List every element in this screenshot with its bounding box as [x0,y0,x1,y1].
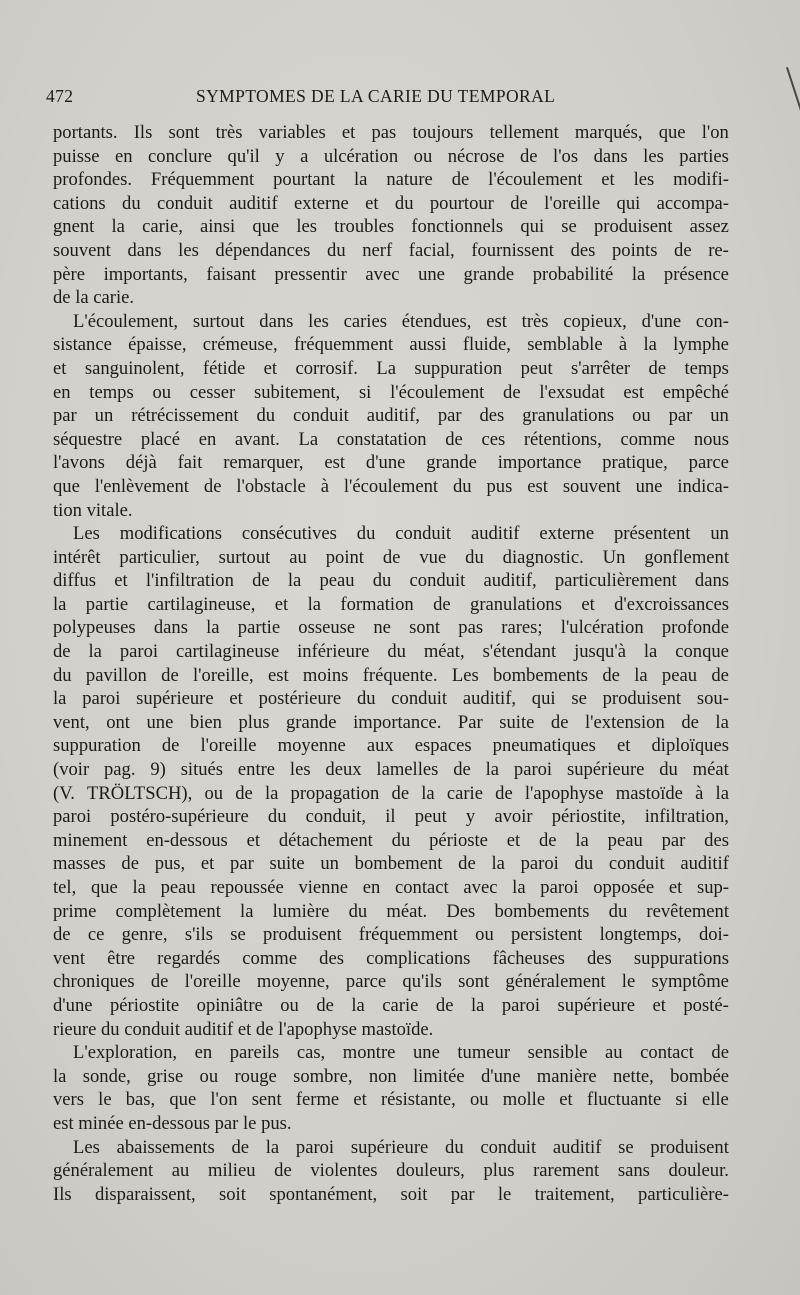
text-line: gnent la carie, ainsi que les troubles fonctionnels qui se produisent assez [53,216,729,238]
text-line: et sanguinolent, fétide et corrosif. La suppuration peut s'arrêter de temps [53,357,729,379]
text-line: rieure du conduit auditif et de l'apophyse mastoïde. [53,1018,434,1040]
text-line: d'une périostite opiniâtre ou de la carie de la paroi supérieure et posté- [53,994,729,1016]
text-line: de la carie. [53,287,135,309]
running-header [46,86,768,112]
text-line: portants. Ils sont très variables et pas toujours tellement marqués, que l'on [53,122,729,143]
text-line: Les modifications consécutives du conduit auditif externe présentent un [73,523,729,545]
margin-mark [786,67,800,117]
text-line: minement en-dessous et détachement du périoste et de la peau par des [53,829,729,851]
text-line: Ils disparaissent, soit spontanément, soit par le traitement, particulière- [53,1183,729,1205]
text-line: polypeuses dans la partie osseuse ne sont pas rares; l'ulcération profonde [53,617,729,639]
text-line: profondes. Fréquemment pourtant la nature de l'écoulement et les modifi- [53,169,729,191]
text-line: de ce genre, s'ils se produisent fréquemment ou persistent longtemps, doi- [53,924,729,946]
running-title: SYMPTOMES DE LA CARIE DU TEMPORAL [196,86,556,106]
text-line: est minée en-dessous par le pus. [53,1112,292,1134]
text-line: l'avons déjà fait remarquer, est d'une grande importance pratique, parce [53,452,729,474]
text-line: puisse en conclure qu'il y a ulcération ou nécrose de l'os dans les parties [53,145,729,167]
text-line: sistance épaisse, crémeuse, fréquemment aussi fluide, semblable à la lymphe [53,334,729,356]
text-line: diffus et l'infiltration de la peau du conduit auditif, particulièrement dans [53,570,729,592]
text-line: tel, que la peau repoussée vienne en contact avec la paroi opposée et sup- [53,877,729,898]
text-line: cations du conduit auditif externe et du pourtour de l'oreille qui accompa- [53,192,729,214]
text-line: L'exploration, en pareils cas, montre une tumeur sensible au contact de [73,1042,729,1064]
text-line: vent, ont une bien plus grande importance. Par suite de l'extension de la [53,711,729,733]
text-line: en temps ou cesser subitement, si l'écoulement de l'exsudat est empêché [53,381,729,403]
text-line: la partie cartilagineuse, et la formation de granulations et d'excroissances [53,593,729,615]
text-line: que l'enlèvement de l'obstacle à l'écoulement du pus est souvent une indica- [53,475,729,497]
text-line: Les abaissements de la paroi supérieure du conduit auditif se produisent [73,1136,729,1158]
text-line: vent être regardés comme des complications fâcheuses des suppurations [53,947,729,969]
text-line: souvent dans les dépendances du nerf facial, fournissent des points de re- [53,239,729,261]
text-line: vers le bas, que l'on sent ferme et résistante, ou molle et fluctuante si elle [53,1089,729,1111]
text-line: la sonde, grise ou rouge sombre, non limitée d'une manière nette, bombée [53,1065,729,1087]
text-line: intérêt particulier, surtout au point de vue du diagnostic. Un gonflement [53,546,729,568]
text-line: père importants, faisant pressentir avec une grande probabilité la présence [53,263,729,285]
text-line: de la paroi cartilagineuse inférieure du méat, s'étendant jusqu'à la conque [53,641,729,663]
text-line: séquestre placé en avant. La constatation de ces rétentions, comme nous [53,428,729,450]
text-line: (voir pag. 9) situés entre les deux lamelles de la paroi supérieure du méat [53,759,729,781]
text-line: prime complètement la lumière du méat. Des bombements du revêtement [53,900,729,922]
text-line: (V. TRÖLTSCH), ou de la propagation de la carie de l'apophyse mastoïde à la [53,782,729,804]
text-line: la paroi supérieure et postérieure du conduit auditif, qui se produisent sou- [53,688,729,710]
body-text [53,121,729,1206]
text-line: chroniques de l'oreille moyenne, parce qu'ils sont généralement le symptôme [53,971,729,993]
text-line: généralement au milieu de violentes douleurs, plus rarement sans douleur. [53,1160,729,1182]
text-line: masses de pus, et par suite un bombement de la paroi du conduit auditif [53,853,729,875]
text-line: par un rétrécissement du conduit auditif, par des granulations ou par un [53,405,729,427]
text-line: L'écoulement, surtout dans les caries étendues, est très copieux, d'une con- [73,310,729,332]
text-line: tion vitale. [53,499,133,521]
text-line: paroi postéro-supérieure du conduit, il peut y avoir périostite, infiltration, [53,806,729,828]
text-line: suppuration de l'oreille moyenne aux espaces pneumatiques et diploïques [53,735,729,757]
text-line: du pavillon de l'oreille, est moins fréquente. Les bombements de la peau de [53,664,729,686]
page-number: 472 [46,86,74,106]
